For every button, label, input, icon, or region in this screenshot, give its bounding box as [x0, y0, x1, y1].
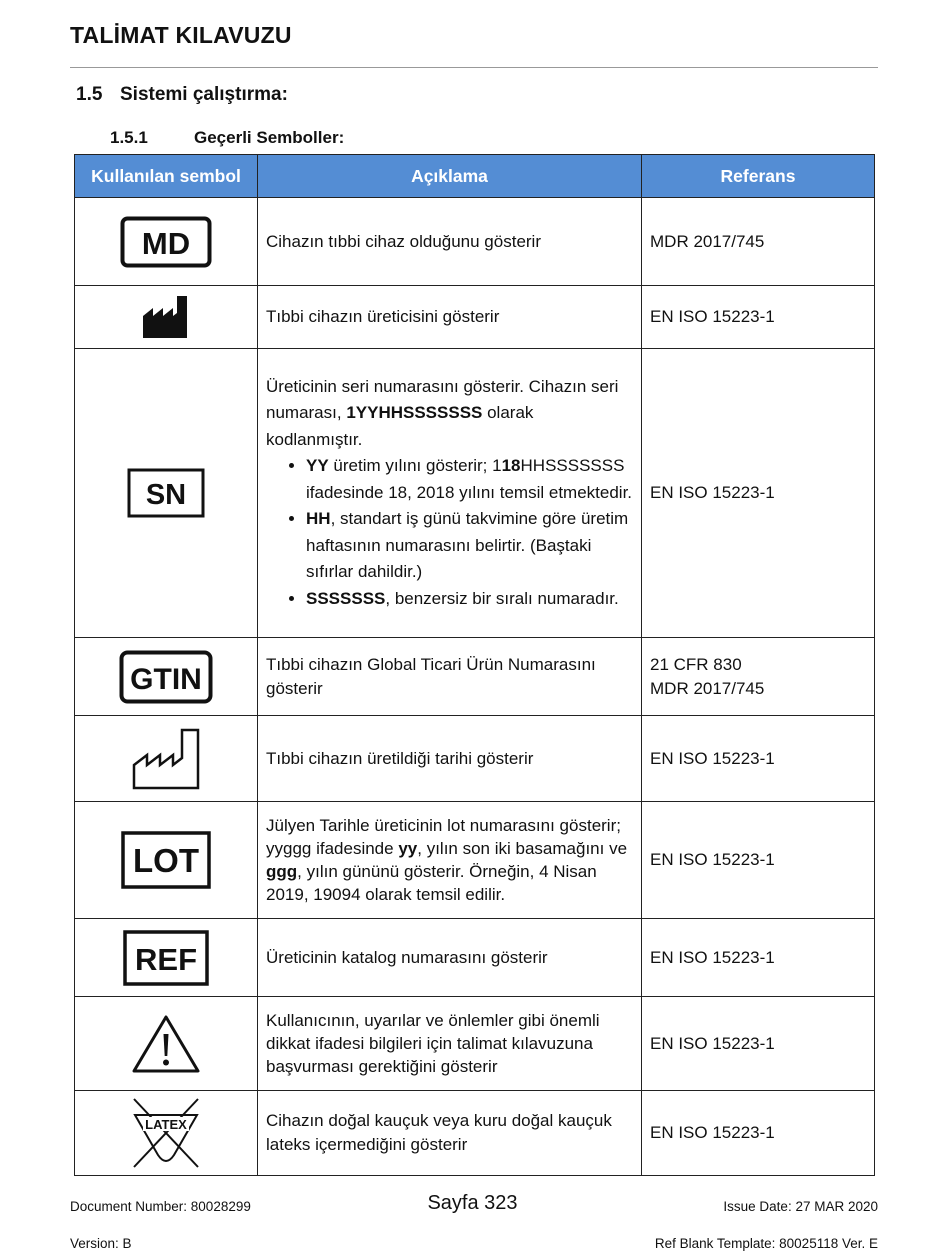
- symbol-cell: [75, 198, 258, 286]
- sn-icon: [127, 468, 205, 518]
- sn-code: 1YYHHSSSSSSS: [346, 403, 483, 423]
- table-row: [75, 349, 875, 638]
- reference-text: 21 CFR 830: [650, 654, 742, 674]
- reference-text: EN ISO 15223-1: [650, 483, 775, 502]
- gtin-icon: [119, 650, 213, 704]
- table-row: [75, 1091, 875, 1176]
- symbol-cell: [75, 638, 258, 716]
- reference-cell: [642, 198, 875, 286]
- description-cell: Cihazın tıbbi cihaz olduğunu gösterir: [258, 198, 642, 286]
- column-header-reference: Referans: [642, 155, 875, 198]
- description-cell: Tıbbi cihazın üretildiği tarihi gösterir: [258, 716, 642, 802]
- description-cell: Jülyen Tarihle üreticinin lot numarasını gösterir; yyggg ifadesinde yy, yılın son iki basamağını ve ggg, yılın gününü gösterir. Örneğin, 4 Nisan 2019, 19094 olarak temsil edilir.: [258, 802, 642, 919]
- symbols-table: [74, 154, 875, 1176]
- table-row: [75, 802, 875, 919]
- lot-icon-label: LOT: [133, 842, 199, 879]
- caution-icon: [131, 1014, 201, 1074]
- template-reference: Ref Blank Template: 80025118 Ver. E: [654, 1236, 878, 1251]
- reference-cell: [642, 919, 875, 997]
- section-title: Sistemi çalıştırma:: [120, 84, 288, 105]
- gtin-icon-label: GTIN: [130, 662, 202, 696]
- symbol-cell: [75, 919, 258, 997]
- reference-text: EN ISO 15223-1: [650, 850, 775, 869]
- latex-free-icon: [126, 1097, 206, 1169]
- symbol-cell: [75, 286, 258, 349]
- table-row: [75, 716, 875, 802]
- lot-icon: [121, 831, 211, 889]
- document-number: Document Number: 80028299: [70, 1199, 251, 1214]
- document-title: TALİMAT KILAVUZU: [70, 22, 292, 48]
- list-item: • HH, standart iş günü takvimine göre üretim haftasının numarasını belirtir. (Baştaki sıfırlar dahildir.): [306, 506, 633, 586]
- description-cell: [258, 997, 642, 1091]
- list-item: • YY üretim yılını gösterir; 118HHSSSSSSS ifadesinde 18, 2018 yılını temsil etmektedir.: [306, 453, 633, 506]
- description-cell: Üreticinin katalog numarasını gösterir: [258, 919, 642, 997]
- column-header-symbol: Kullanılan sembol: [75, 155, 258, 198]
- table-row: [75, 919, 875, 997]
- table-row: [75, 198, 875, 286]
- page-number: Sayfa 323: [427, 1192, 518, 1214]
- table-row: [75, 997, 875, 1091]
- reference-cell: [642, 716, 875, 802]
- latex-icon-label: LATEX: [145, 1117, 187, 1132]
- ref-icon: [123, 930, 209, 986]
- description-cell: Cihazın doğal kauçuk veya kuru doğal kauçuk lateks içermediğini gösterir: [258, 1091, 642, 1176]
- reference-text: EN ISO 15223-1: [650, 947, 775, 967]
- reference-cell: [642, 286, 875, 349]
- description-cell: Tıbbi cihazın üreticisini gösterir: [258, 286, 642, 349]
- issue-date: Issue Date: 27 MAR 2020: [723, 1199, 878, 1214]
- version: Version: B: [70, 1236, 132, 1251]
- section-heading: [76, 84, 288, 106]
- column-header-description: Açıklama: [258, 155, 642, 198]
- list-item: • SSSSSSS, benzersiz bir sıralı numaradır.: [306, 586, 633, 613]
- table-header-row: [75, 155, 875, 198]
- reference-text: EN ISO 15223-1: [650, 307, 775, 326]
- subsection-title: Geçerli Semboller:: [194, 128, 345, 147]
- caution-description: Kullanıcının, uyarılar ve önlemler gibi önemli dikkat ifadesi bilgileri için talimat kılavuzuna başvurması gerektiğini gösterir: [266, 1011, 600, 1076]
- reference-cell: [642, 997, 875, 1091]
- description-cell: [258, 349, 642, 638]
- reference-text: EN ISO 15223-1: [650, 1033, 775, 1053]
- title-divider: [70, 67, 878, 68]
- symbol-cell: [75, 997, 258, 1091]
- sn-bullet-list: [266, 453, 633, 612]
- reference-text: MDR 2017/745: [650, 678, 765, 698]
- date-of-manufacture-icon: [131, 727, 201, 791]
- reference-cell: [642, 349, 875, 638]
- reference-text: MDR 2017/745: [650, 231, 765, 251]
- reference-text: EN ISO 15223-1: [650, 1123, 775, 1142]
- section-number: 1.5: [76, 84, 103, 105]
- subsection-number: 1.5.1: [110, 128, 148, 147]
- symbol-cell: [75, 716, 258, 802]
- manufacturer-icon: [141, 294, 191, 340]
- reference-cell: [642, 1091, 875, 1176]
- subsection-heading: [110, 128, 344, 148]
- table-row: [75, 638, 875, 716]
- symbol-cell: [75, 1091, 258, 1176]
- symbol-cell: [75, 802, 258, 919]
- sn-icon-label: SN: [145, 479, 187, 511]
- md-icon: [120, 216, 212, 268]
- reference-cell: [642, 802, 875, 919]
- ref-icon-label: REF: [135, 941, 197, 977]
- symbol-cell: [75, 349, 258, 638]
- sn-intro-text: Üreticinin seri numarasını gösterir. Cihazın seri numarası,: [266, 376, 619, 423]
- reference-text: EN ISO 15223-1: [650, 748, 775, 768]
- md-icon-label: MD: [141, 225, 191, 261]
- reference-cell: [642, 638, 875, 716]
- table-row: [75, 286, 875, 349]
- sn-intro-end: olarak kodlanmıştır.: [266, 403, 534, 449]
- description-cell: Tıbbi cihazın Global Ticari Ürün Numarasını gösterir: [258, 638, 642, 716]
